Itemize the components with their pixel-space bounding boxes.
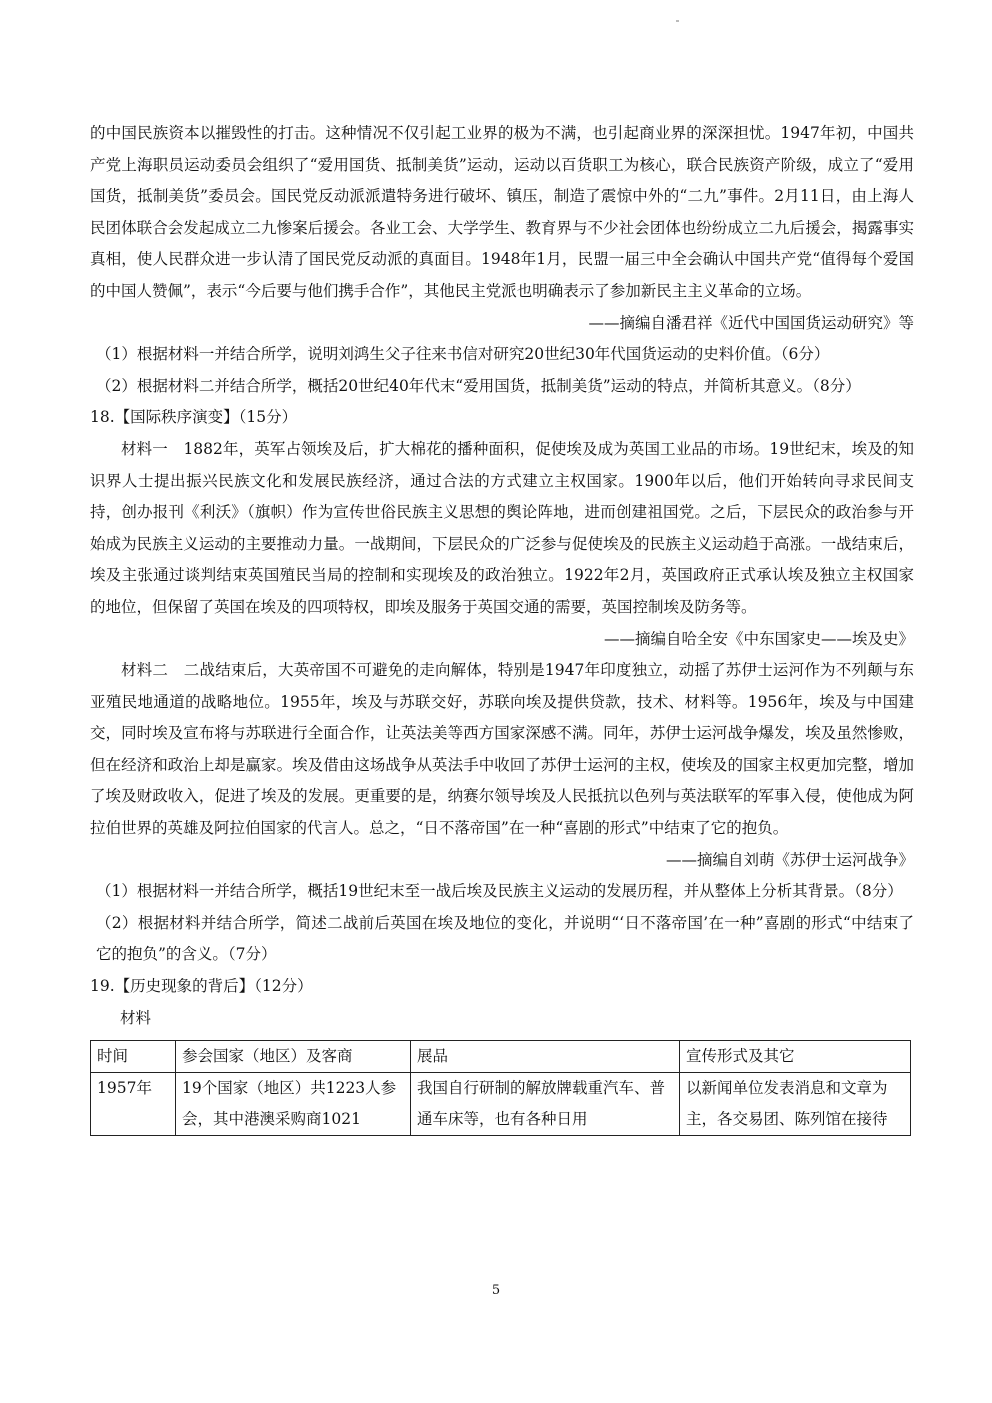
table-cell xyxy=(411,1073,680,1136)
table-header-row xyxy=(91,1041,911,1073)
scan-dot xyxy=(676,20,679,22)
question-17-1: （1）根据材料一并结合所学，说明刘鸿生父子往来书信对研究20世纪30年代国货运动的史料价值。（6分） xyxy=(96,345,830,364)
question-18-2: （2）根据材料并结合所学，简述二战前后英国在埃及地位的变化，并说明“‘日不落帝国’在一种”喜剧的形式“中结束了它的抱负”的含义。（7分） xyxy=(96,913,914,964)
table-cell-text: 1957年 xyxy=(97,1079,152,1098)
question-18-source-2: ——摘编自刘萌《苏伊士运河战争》 xyxy=(665,850,914,869)
table-header-cell: 宣传形式及其它 xyxy=(680,1041,911,1073)
material-source: ——摘编自潘君祥《近代中国国货运动研究》等 xyxy=(588,313,914,332)
question-18-material-1: 材料一 1882年，英军占领埃及后，扩大棉花的播种面积，促使埃及成为英国工业品的市场。19世纪末，埃及的知识界人士提出振兴民族文化和发展民族经济，通过合法的方式建立主权国家。1900年以后，他们开始转向寻求民间支持，创办报刊《利沃》（旗帜）作为宣传世俗民族主义思想的舆论阵地，进而创建祖国党。之后，下层民众的政治参与开始成为民族主义运动的主要推动力量。一战期间，下层民众的广泛参与促使埃及的民族主义运动趋于高涨。一战结束后，埃及主张通过谈判结束英国殖民当局的控制和实现埃及的政治独立。1922年2月，英国政府正式承认埃及独立主权国家的地位，但保留了英国在埃及的四项特权，即埃及服务于英国交通的需要，英国控制埃及防务等。 xyxy=(90,439,914,616)
page-number: 5 xyxy=(491,1283,501,1298)
material-table xyxy=(90,1040,911,1136)
table-header-cell: 参会国家（地区）及客商 xyxy=(176,1041,411,1073)
table-cell xyxy=(680,1073,911,1136)
table-cell-text: 我国自行研制的解放牌载重汽车、普通车床等，也有各种日用 xyxy=(417,1079,666,1129)
question-18-1: （1）根据材料一并结合所学，概括19世纪末至一战后埃及民族主义运动的发展历程，并从整体上分析其背景。（8分） xyxy=(96,882,903,901)
table-cell-text: 19个国家（地区）共1223人参会，其中港澳采购商1021 xyxy=(182,1079,397,1129)
question-19-title: 19.【历史现象的背后】（12分） xyxy=(90,977,313,996)
table-cell xyxy=(176,1073,411,1136)
table-header-cell: 时间 xyxy=(91,1041,176,1073)
table-cell xyxy=(91,1073,176,1136)
question-18-title: 18.【国际秩序演变】（15分） xyxy=(90,408,298,427)
table-row xyxy=(91,1073,911,1136)
page-content xyxy=(90,118,914,1136)
material-paragraph: 的中国民族资本以摧毁性的打击。这种情况不仅引起工业界的极为不满，也引起商业界的深深担忧。1947年初，中国共产党上海职员运动委员会组织了“爱用国货、抵制美货”运动，运动以百货职工为核心，联合民族资产阶级，成立了“爱用国货，抵制美货”委员会。国民党反动派派遣特务进行破坏、镇压，制造了震惊中外的“二九”事件。2月11日，由上海人民团体联合会发起成立二九惨案后援会。各业工会、大学学生、教育界与不少社会团体也纷纷成立二九后援会，揭露事实真相，使人民群众进一步认清了国民党反动派的真面目。1948年1月，民盟一届三中全会确认中国共产党“值得每个爱国的中国人赞佩”，表示“今后要与他们携手合作”，其他民主党派也明确表示了参加新民主主义革命的立场。 xyxy=(90,124,914,300)
question-17-2: （2）根据材料二并结合所学，概括20世纪40年代末“爱用国货，抵制美货”运动的特点，并简析其意义。（8分） xyxy=(96,376,861,395)
question-19-material-label: 材料 xyxy=(120,1008,152,1027)
table-cell-text: 以新闻单位发表消息和文章为主，各交易团、陈列馆在接待 xyxy=(686,1079,888,1129)
question-18-material-2: 材料二 二战结束后，大英帝国不可避免的走向解体，特别是1947年印度独立，动摇了苏伊士运河作为不列颠与东亚殖民地通道的战略地位。1955年，埃及与苏联交好，苏联向埃及提供贷款，技术、材料等。1956年，埃及与中国建交，同时埃及宣布将与苏联进行全面合作，让英法美等西方国家深感不满。同年，苏伊士运河战争爆发，埃及虽然惨败，但在经济和政治上却是赢家。埃及借由这场战争从英法手中收回了苏伊士运河的主权，使埃及的国家主权更加完整，增加了埃及财政收入，促进了埃及的发展。更重要的是，纳赛尔领导埃及人民抵抗以色列与英法联军的军事入侵，使他成为阿拉伯世界的英雄及阿拉伯国家的代言人。总之，“日不落帝国”在一种“喜剧的形式”中结束了它的抱负。 xyxy=(90,661,914,838)
table-header-cell: 展品 xyxy=(411,1041,680,1073)
question-18-source-1: ——摘编自哈全安《中东国家史——埃及史》 xyxy=(603,629,914,648)
